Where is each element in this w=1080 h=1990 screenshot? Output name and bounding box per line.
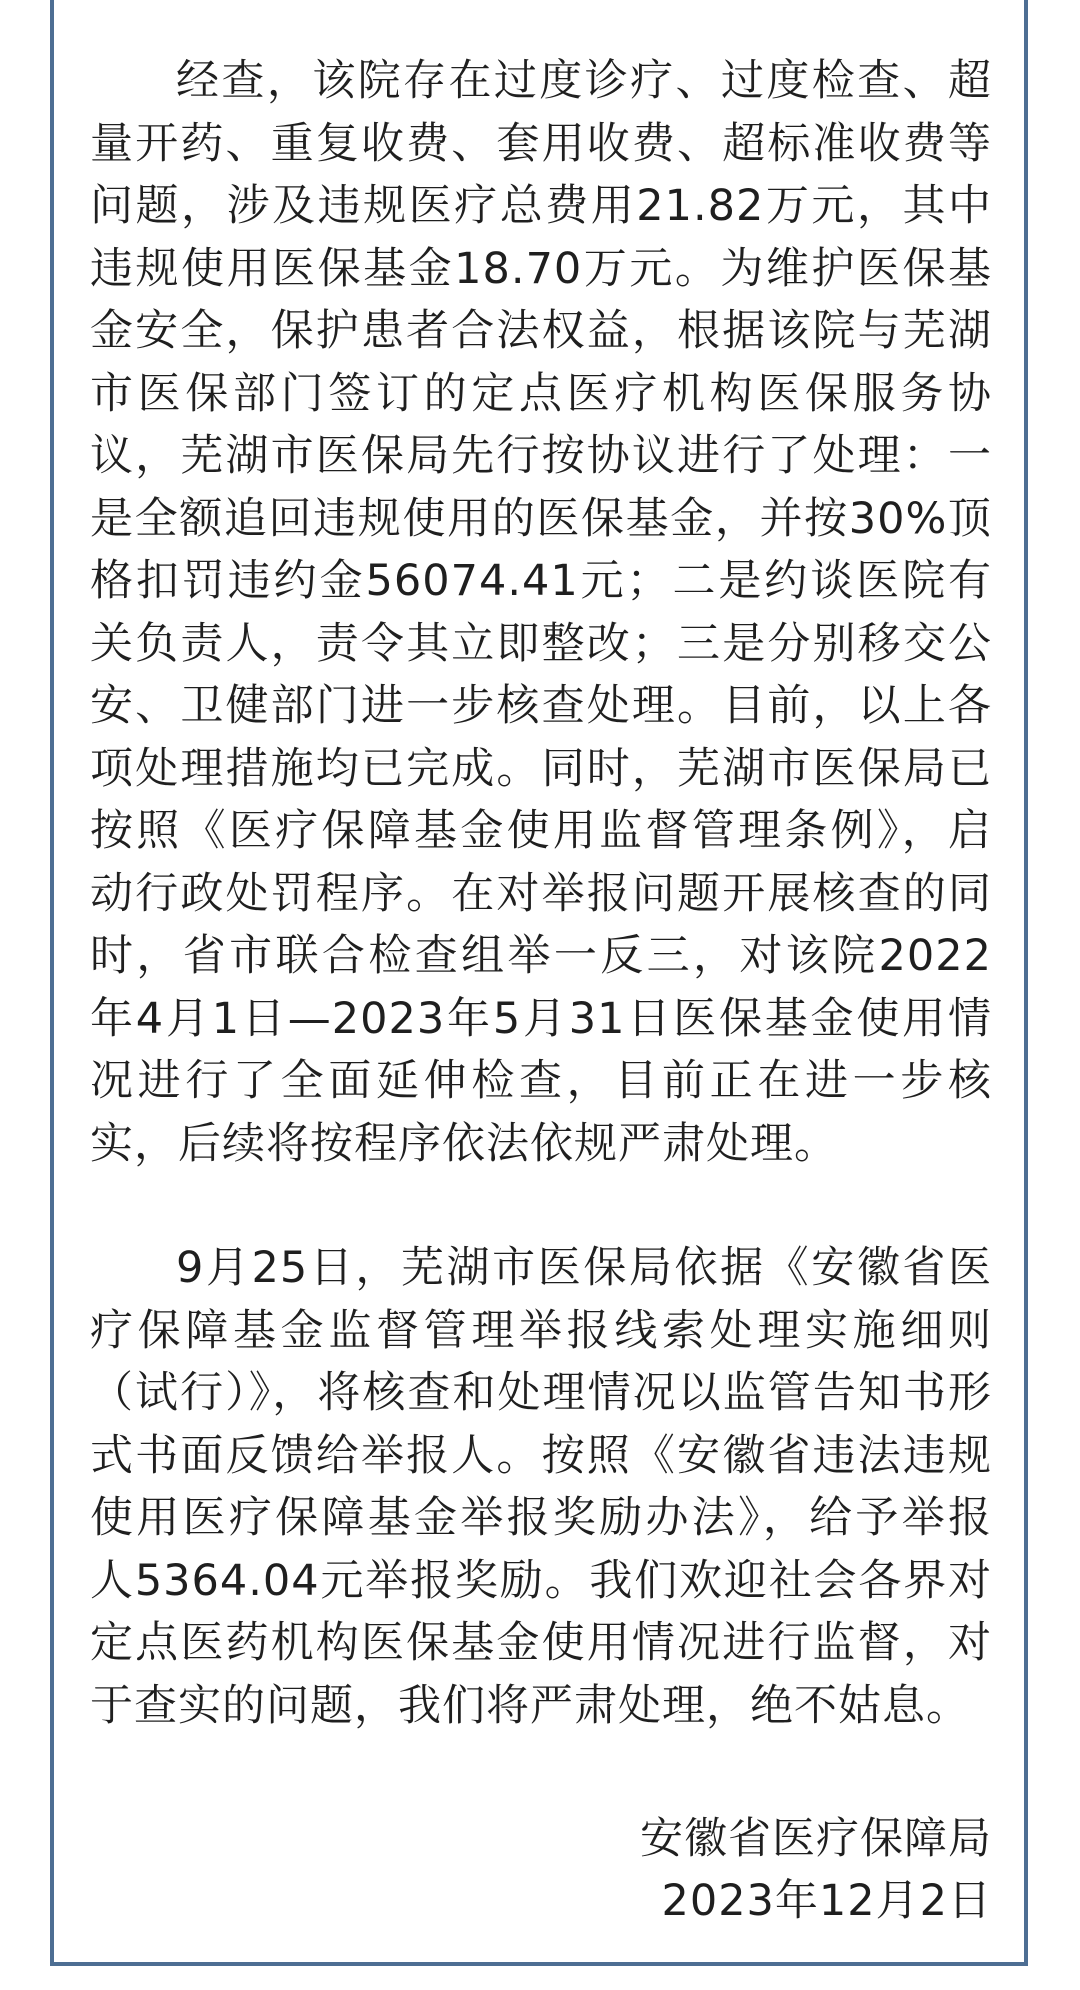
signature-date: 2023年12月2日: [661, 1876, 992, 1926]
signature-organization: 安徽省医疗保障局: [640, 1814, 992, 1864]
signature-block: [640, 1808, 992, 1932]
document-body: [90, 50, 992, 1737]
paragraph-reporter-feedback: 9月25日，芜湖市医保局依据《安徽省医疗保障基金监督管理举报线索处理实施细则（试行）》，将核查和处理情况以监管告知书形式书面反馈给举报人。按照《安徽省违法违规使用医疗保障基金举报奖励办法》，给予举报人5364.04元举报奖励。我们欢迎社会各界对定点医药机构医保基金使用情况进行监督，对于查实的问题，我们将严肃处理，绝不姑息。: [90, 1243, 992, 1731]
paragraph-investigation-findings: 经查，该院存在过度诊疗、过度检查、超量开药、重复收费、套用收费、超标准收费等问题，涉及违规医疗总费用21.82万元，其中违规使用医保基金18.70万元。为维护医保基金安全，保护患者合法权益，根据该院与芜湖市医保部门签订的定点医疗机构医保服务协议，芜湖市医保局先行按协议进行了处理：一是全额追回违规使用的医保基金，并按30%顶格扣罚违约金56074.41元；二是约谈医院有关负责人，责令其立即整改；三是分别移交公安、卫健部门进一步核查处理。目前，以上各项处理措施均已完成。同时，芜湖市医保局已按照《医疗保障基金使用监督管理条例》，启动行政处罚程序。在对举报问题开展核查的同时，省市联合检查组举一反三，对该院2022年4月1日—2023年5月31日医保基金使用情况进行了全面延伸检查，目前正在进一步核实，后续将按程序依法依规严肃处理。: [90, 56, 992, 1169]
